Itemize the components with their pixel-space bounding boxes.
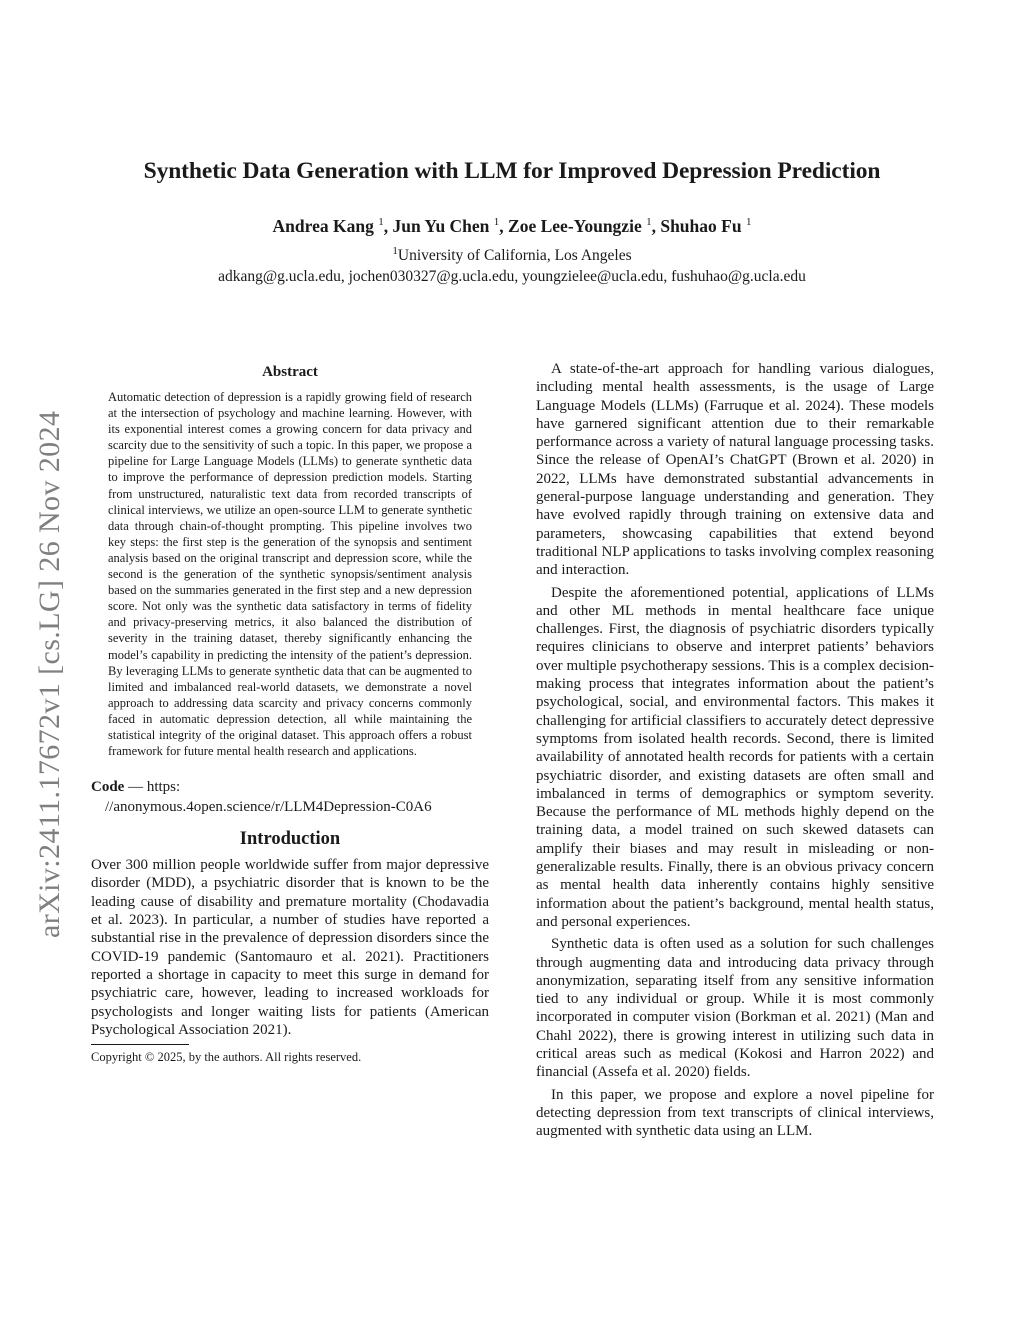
code-link-block — [91, 777, 489, 817]
code-url[interactable]: //anonymous.4open.science/r/LLM4Depression-C0A6 — [105, 799, 432, 816]
author-affiliation-mark: 1 — [378, 216, 384, 229]
abstract-text: Automatic detection of depression is a rapidly growing field of research at the intersection of psychology and machine learning. However, with its exponential interest comes a growing concern for data privacy and scarcity due to the sensitivity of such a topic. In this paper, we propose a pipeline for Large Language Models (LLMs) to generate synthetic data to improve the performance of depression prediction models. Starting from unstructured, naturalistic text data from recorded transcripts of clinical interviews, we utilize an open-source LLM to generate synthetic data through chain-of-thought prompting. This pipeline involves two key steps: the first step is the generation of the synopsis and sentiment analysis based on the original transcript and depression score, while the second is the generation of the synthetic synopsis/sentiment analysis based on the summaries generated in the first step and a new depression score. Not only was the synthetic data satisfactory in terms of fidelity and privacy-preserving metrics, it also balanced the distribution of severity in the training dataset, thereby significantly enhancing the model’s capability in predicting the intensity of the patient’s depression. By leveraging LLMs to generate synthetic data that can be augmented to limited and imbalanced real-world datasets, we demonstrate a novel approach to addressing data scarcity and privacy concerns commonly faced in automatic depression detection, all while maintaining the statistical integrity of the original dataset. This approach offers a robust framework for future mental health research and applications. — [108, 390, 472, 759]
right-column — [536, 360, 934, 1140]
copyright-notice: Copyright © 2025, by the authors. All rights reserved. — [91, 1050, 362, 1065]
left-column — [91, 360, 489, 1065]
intro-paragraph-1: Over 300 million people worldwide suffer from major depressive disorder (MDD), a psychiatric disorder that is known to be the leading cause of disability and premature mortality (Chodavadia et al. 2023). In particular, a number of studies have reported a substantial rise in the prevalence of depression disorders since the COVID-19 pandemic (Santomauro et al. 2021). Practitioners reported a shortage in capacity to meet this surge in demand for psychiatric care, however, leading to increased workloads for psychologists and longer waiting lists for patients (American Psychological Association 2021). — [91, 857, 489, 1038]
author-name: Andrea Kang — [272, 216, 374, 236]
affiliation-mark: 1 — [392, 244, 398, 257]
author-emails: adkang@g.ucla.edu, jochen030327@g.ucla.edu, youngzielee@ucla.edu, fushuhao@g.ucla.edu — [218, 268, 806, 285]
introduction-heading: Introduction — [239, 829, 341, 850]
arxiv-identifier: arXiv:2411.17672v1 [cs.LG] 26 Nov 2024 — [33, 410, 66, 938]
author-affiliation-mark: 1 — [493, 216, 500, 229]
author-name: Shuhao Fu — [660, 216, 742, 236]
author-separator: , — [651, 216, 661, 236]
author-name: Jun Yu Chen — [392, 216, 490, 236]
paper-title: Synthetic Data Generation with LLM for Improved Depression Prediction — [143, 158, 881, 184]
author-affiliation-mark: 1 — [745, 216, 752, 229]
author-name: Zoe Lee-Youngzie — [508, 216, 642, 236]
code-dash: — https: — [124, 779, 181, 796]
author-affiliation-mark: 1 — [646, 216, 652, 229]
author-list — [0, 216, 1024, 237]
code-label: Code — [91, 779, 125, 796]
footnote-divider — [91, 1044, 189, 1045]
intro-paragraph-3: Despite the aforementioned potential, applications of LLMs and other ML methods in mental healthcare face unique challenges. First, the diagnosis of psychiatric disorders typically requires clinicians to observe and interpret patients’ behaviors over multiple psychotherapy sessions. This is a complex decision-making process that integrates information about the patient’s psychological, social, and environmental factors. This makes it challenging for artificial classifiers to accurately detect depressive symptoms from isolated health records. Second, there is limited availability of annotated health records for patients with a certain psychiatric disorder, and existing datasets are often small and imbalanced in terms of demographics or symptom severity. Because the performance of ML methods highly depend on the training data, a model trained on such skewed datasets can amplify their biases and may result in misleading or non-generalizable results. Finally, there is an obvious privacy concern as mental health data inherently contains highly sensitive information about the patient’s background, mental health status, and personal experiences. — [536, 584, 934, 930]
affiliation — [0, 244, 1024, 265]
intro-paragraph-5: In this paper, we propose and explore a novel pipeline for detecting depression from text transcripts of clinical interviews, augmented with synthetic data using an LLM. — [536, 1086, 934, 1140]
intro-paragraph-4: Synthetic data is often used as a solution for such challenges through augmenting data and introducing data privacy through anonymization, separating itself from any sensitive information tied to any individual or group. While it is most commonly incorporated in computer vision (Borkman et al. 2021) (Man and Chahl 2022), there is growing interest in utilizing such data in critical areas such as medical (Kokosi and Harron 2022) and financial (Assefa et al. 2020) fields. — [536, 936, 934, 1081]
affiliation-name: University of California, Los Angeles — [397, 247, 632, 264]
author-separator: , — [499, 216, 509, 236]
intro-paragraph-2: A state-of-the-art approach for handling various dialogues, including mental health assessments, is the usage of Large Language Models (LLMs) (Farruque et al. 2024). These models have garnered significant attention due to their remarkable performance across a variety of natural language processing tasks. Since the release of OpenAI’s ChatGPT (Brown et al. 2020) in 2022, LLMs have demonstrated substantial advancements in general-purpose language understanding and generation. They have evolved rapidly through training on extensive data and parameters, showcasing capabilities that extend beyond traditional NLP applications to tasks involving complex reasoning and interaction. — [536, 361, 934, 579]
abstract-heading: Abstract — [262, 364, 318, 380]
author-separator: , — [383, 216, 393, 236]
